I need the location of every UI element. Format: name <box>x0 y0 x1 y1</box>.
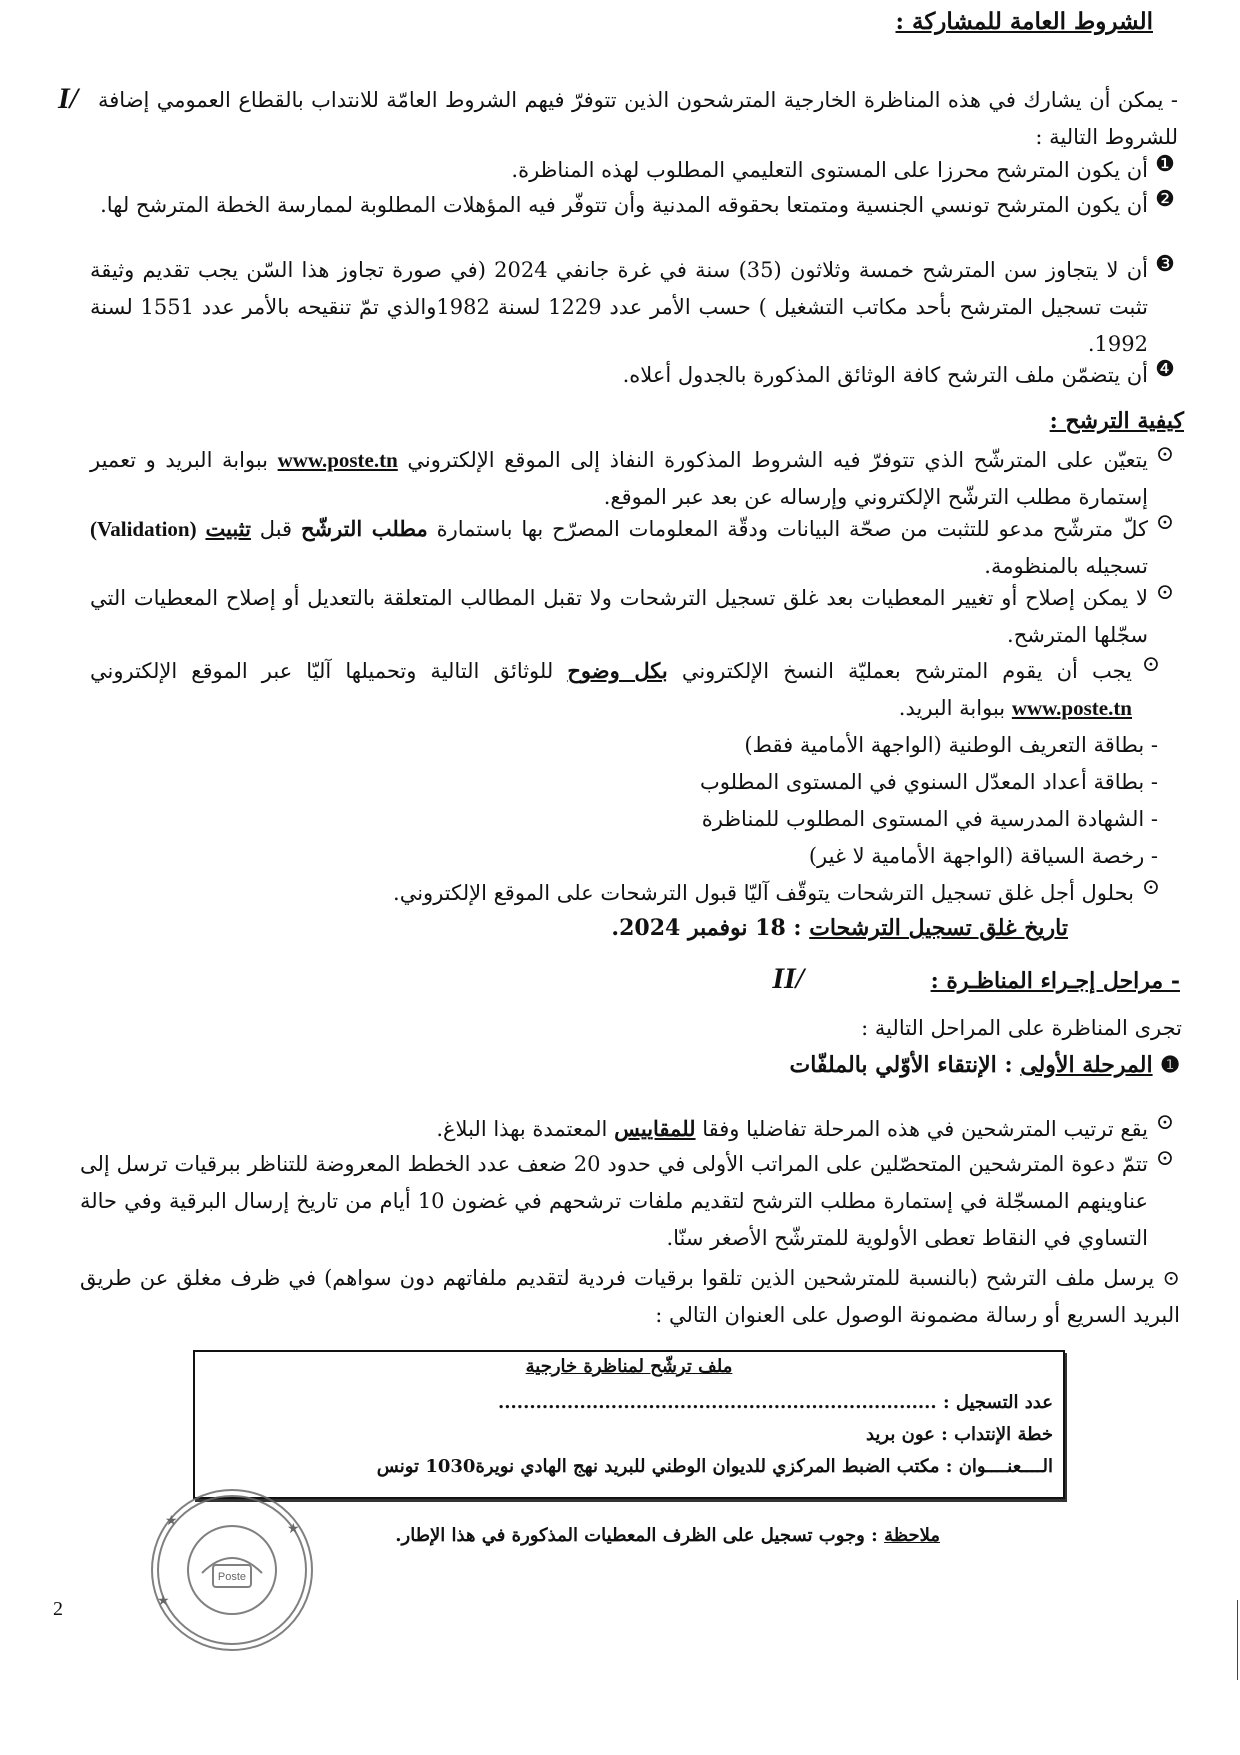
poste-site-link-1[interactable]: www.poste.tn <box>277 448 398 472</box>
envelope-addr-row <box>377 1456 1053 1477</box>
note-label: ملاحظة <box>884 1525 940 1546</box>
condition-1 <box>90 152 1180 189</box>
section-1-intro-line2: العمومي إضافة للشروط التالية : <box>98 88 1178 149</box>
phase-bullet-2 <box>80 1146 1180 1257</box>
envelope-addr-label: الــــعنــــوان : <box>945 1456 1053 1477</box>
phase-1-label: المرحلة الأولى <box>1020 1052 1153 1078</box>
condition-2-text: أن يكون المترشح تونسي الجنسية ومتمتعا بحقوقه المدنية وأن تتوفّر فيه المؤهلات المطلوبة لممارسة الخطة المترشح لها. <box>100 193 1148 217</box>
howto-para-4 <box>90 652 1180 727</box>
phase-b2: تتمّ دعوة المترشحين المتحصّلين على المراتب الأولى في حدود 20 ضعف عدد الخطط المعروضة للتناظر ببرقيات ترسل إلى عناوينهم المسجّلة في إستمارة مطلب الترشح لتقديم ملفات ترشحهم في غضون 10 أيام من تاريخ إرسال البرقية وفي حالة التساوي في النقاط تعطى الأولوية للمترشّح الأصغر سنّا. <box>80 1152 1148 1250</box>
howto-p4-c: ببوابة البريد. <box>898 696 1006 720</box>
envelope-address-box <box>193 1350 1065 1499</box>
section-2-heading <box>931 968 1180 994</box>
phase-1-marker: ❶ <box>1160 1052 1180 1078</box>
phase-bullet-3 <box>80 1260 1180 1334</box>
target-bullet-icon: ⊙ <box>1162 1266 1180 1290</box>
howto-title: كيفية الترشح : <box>1049 408 1184 434</box>
envelope-post-value: عون بريد <box>865 1424 935 1445</box>
phase-1-rest: : الإنتقاء الأوّلي بالملفّات <box>789 1052 1013 1078</box>
validation-term: (Validation) <box>90 517 197 541</box>
phase-b1-b: المعتمدة بهذا البلاغ. <box>436 1117 608 1141</box>
howto-para-1 <box>90 442 1180 516</box>
section-2-intro: تجرى المناظرة على المراحل التالية : <box>861 1016 1182 1040</box>
svg-text:★: ★ <box>165 1513 178 1529</box>
howto-p1-b: ببوابة البريد و تعمير إستمارة مطلب الترشّح الإلكتروني وإرساله عن بعد عبر الموقع. <box>90 448 1148 509</box>
phase-b3: يرسل ملف الترشح (بالنسبة للمترشحين الذين تلقوا برقيات فردية لتقديم ملفاتهم دون سواهم) في ظرف مغلق عن طريق البريد السريع أو رسالة مضمونة الوصول على العنوان التالي : <box>80 1266 1180 1327</box>
howto-p2-underline: تثبيت <box>205 516 251 541</box>
envelope-title: ملف ترشّح لمناظرة خارجية <box>525 1356 733 1377</box>
section-1-intro <box>98 82 1178 156</box>
howto-para-2 <box>90 510 1180 585</box>
phase-1-heading <box>789 1052 1180 1078</box>
note <box>395 1525 940 1546</box>
condition-4 <box>90 357 1180 394</box>
scan-edge <box>1237 1600 1238 1680</box>
condition-4-text: أن يتضمّن ملف الترشح كافة الوثائق المذكورة بالجدول أعلاه. <box>622 363 1148 387</box>
condition-3 <box>90 252 1180 363</box>
howto-p5: بحلول أجل غلق تسجيل الترشحات يتوقّف آليّا قبول الترشحات على الموقع الإلكتروني. <box>393 881 1134 905</box>
target-bullet-icon: ⊙ <box>1155 442 1175 467</box>
note-text: : وجوب تسجيل على الظرف المعطيات المذكورة في هذا الإطار. <box>395 1525 878 1546</box>
envelope-reg-label: عدد التسجيل : <box>942 1392 1053 1413</box>
howto-p2-b: قبل <box>259 517 293 541</box>
howto-p4-b: للوثائق التالية وتحميلها آليّا عبر الموقع الإلكتروني <box>90 659 554 683</box>
howto-p2-bold: مطلب الترشّح <box>300 516 428 541</box>
condition-2-marker: ❷ <box>1155 187 1175 212</box>
envelope-post-row <box>866 1424 1053 1445</box>
section-1-intro-line1: - يمكن أن يشارك في هذه المناظرة الخارجية المترشحون الذين تتوفرّ فيهم الشروط العامّة للانتداب بالقطاع <box>238 88 1178 112</box>
doc-item-2: - بطاقة أعداد المعدّل السنوي في المستوى المطلوب <box>700 770 1158 794</box>
condition-4-marker: ❹ <box>1155 357 1175 382</box>
target-bullet-icon: ⊙ <box>1155 580 1175 605</box>
howto-p2-a: كلّ مترشّح مدعو للتثبت من صحّة البيانات ودقّة المعلومات المصرّح بها باستمارة <box>436 517 1149 541</box>
howto-p1-a: يتعيّن على المترشّح الذي تتوفرّ فيه الشروط المذكورة النفاذ إلى الموقع الإلكتروني <box>407 448 1148 472</box>
svg-text:★: ★ <box>157 1593 170 1609</box>
deadline-value: : 18 نوفمبر 2024. <box>611 915 802 941</box>
howto-para-5 <box>76 875 1166 912</box>
howto-p4-bold: بكل وضوح <box>567 658 668 683</box>
howto-p4-a: يجب أن يقوم المترشح بعمليّة النسخ الإلكتروني <box>681 659 1132 683</box>
phase-bullet-1 <box>80 1110 1180 1148</box>
envelope-reg-row <box>498 1392 1053 1413</box>
phase-b1-bold: للمقاييس <box>614 1116 696 1141</box>
doc-item-3: - الشهادة المدرسية في المستوى المطلوب للمناظرة <box>701 807 1158 831</box>
doc-item-1: - بطاقة التعريف الوطنية (الواجهة الأمامية فقط) <box>744 733 1158 757</box>
envelope-post-label: خطة الإنتداب : <box>941 1424 1053 1445</box>
envelope-addr-value: مكتب الضبط المركزي للديوان الوطني للبريد نهج الهادي نويرة1030 تونس <box>376 1456 940 1477</box>
condition-1-text: أن يكون المترشح محرزا على المستوى التعليمي المطلوب لهذه المناظرة. <box>511 158 1148 182</box>
phase-b1-a: يقع ترتيب المترشحين في هذه المرحلة تفاضليا وفقا <box>702 1117 1148 1141</box>
deadline-label: تاريخ غلق تسجيل الترشحات <box>809 915 1068 941</box>
condition-3-marker: ❸ <box>1155 252 1175 277</box>
official-stamp-icon <box>147 1485 317 1655</box>
target-bullet-icon: ⊙ <box>1141 652 1161 677</box>
svg-text:★: ★ <box>287 1521 300 1537</box>
poste-site-link-2[interactable]: www.poste.tn <box>1011 696 1132 720</box>
howto-p3: لا يمكن إصلاح أو تغيير المعطيات بعد غلق تسجيل الترشحات ولا تقبل المطالب المتعلقة بالتعديل أو إصلاح المعطيات التي سجّلها المترشح. <box>90 586 1148 647</box>
section-2-title: - مراحل إجـراء المناظـرة : <box>930 968 1180 994</box>
envelope-reg-value: ...................................................................... <box>498 1392 937 1413</box>
target-bullet-icon: ⊙ <box>1155 1110 1175 1135</box>
section-2-numeral: II/ <box>772 962 804 995</box>
doc-item-4: - رخصة السياقة (الواجهة الأمامية لا غير) <box>808 844 1158 868</box>
howto-p2-c: تسجيله بالمنظومة. <box>984 554 1148 578</box>
condition-2 <box>90 187 1180 224</box>
page-number: 2 <box>53 1598 63 1620</box>
deadline <box>611 915 1068 941</box>
section-1-numeral: I/ <box>58 82 79 115</box>
condition-1-marker: ❶ <box>1155 152 1175 177</box>
page-header: الشروط العامة للمشاركة : <box>895 8 1153 35</box>
condition-3-text: أن لا يتجاوز سن المترشح خمسة وثلاثون (35) سنة في غرة جانفي 2024 (في صورة تجاوز هذا السّن يجب تقديم وثيقة تثبت تسجيل المترشح بأحد مكاتب التشغيل ) حسب الأمر عدد 1229 لسنة 1982والذي تمّ تنقيحه بالأمر عدد 1551 لسنة 1992. <box>90 258 1148 356</box>
target-bullet-icon: ⊙ <box>1141 875 1161 900</box>
howto-para-3 <box>90 580 1180 654</box>
target-bullet-icon: ⊙ <box>1155 1146 1175 1171</box>
target-bullet-icon: ⊙ <box>1155 510 1175 535</box>
svg-text:Poste: Poste <box>217 1571 247 1583</box>
